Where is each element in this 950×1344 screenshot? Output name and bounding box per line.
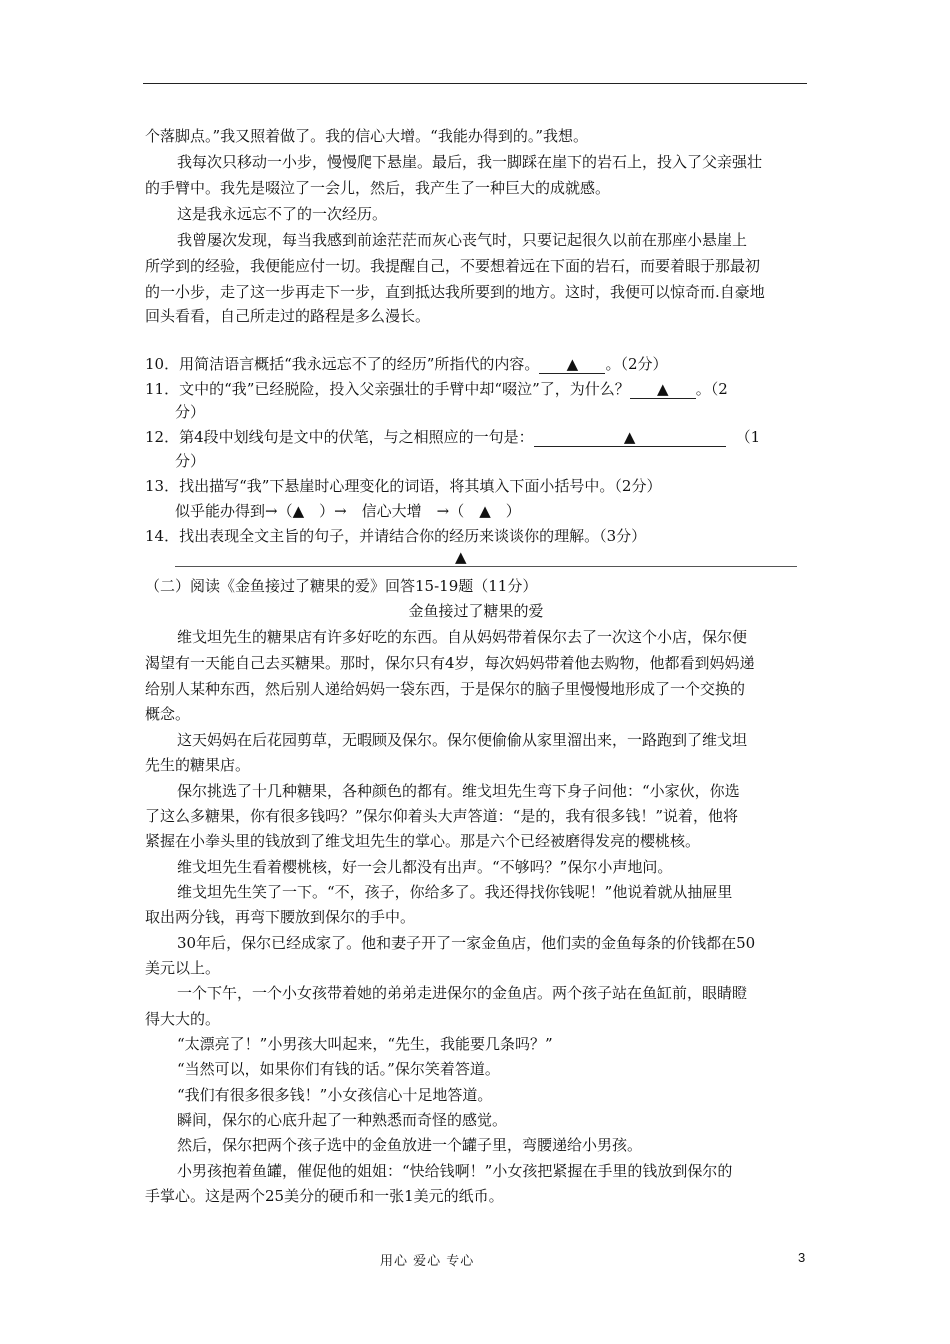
paragraph-line: 所学到的经验，我便能应付一切。我提醒自己，不要想着远在下面的岩石，而要着眼于那最初 (145, 257, 761, 275)
paragraph-line: 的手臂中。我先是啜泣了一会儿，然后，我产生了一种巨大的成就感。 (145, 179, 611, 197)
paragraph-line: 这天妈妈在后花园剪草，无暇顾及保尔。保尔便偷偷从家里溜出来，一路跑到了维戈坦 (177, 731, 748, 749)
paragraph-line: 回头看看，自己所走过的路程是多么漫长。 (145, 307, 431, 325)
paragraph-line: 30年后，保尔已经成家了。他和妻子开了一家金鱼店，他们卖的金鱼每条的价钱都在50 (177, 934, 756, 952)
answer-blank[interactable]: ▲ (534, 428, 726, 447)
paragraph-line: 我曾屡次发现，每当我感到前途茫茫而灰心丧气时，只要记起很久以前在那座小悬崖上 (177, 231, 748, 249)
paragraph-line: “太漂亮了！”小男孩大叫起来，“先生，我能要几条吗？” (177, 1035, 553, 1053)
paragraph-line: 先生的糖果店。 (145, 756, 251, 774)
question-12-cont: 分） (175, 452, 206, 470)
paragraph-line: 然后，保尔把两个孩子选中的金鱼放进一个罐子里，弯腰递给小男孩。 (177, 1136, 643, 1154)
question-13-chain[interactable]: 似乎能办得到→（▲ ）→ 信心大增 →（ ▲ ） (175, 502, 521, 520)
question-14: 14．找出表现全文主旨的句子，并请结合你的经历来谈谈你的理解。（3分） (145, 527, 647, 545)
paragraph-line: 这是我永远忘不了的一次经历。 (177, 205, 388, 223)
paragraph-line: “当然可以，如果你们有钱的话。”保尔笑着答道。 (177, 1060, 500, 1078)
section-heading: （二）阅读《金鱼接过了糖果的爱》回答15-19题（11分） (145, 577, 538, 595)
question-11-cont: 分） (175, 403, 206, 421)
paragraph-line: 得大大的。 (145, 1010, 221, 1028)
paragraph-line: 的一小步，走了这一步再走下一步，直到抵达我所要到的地方。这时，我便可以惊奇而.自豪地 (145, 283, 765, 301)
footer-motto: 用心 爱心 专心 (380, 1254, 475, 1269)
question-13: 13．找出描写“我”下悬崖时心理变化的词语，将其填入下面小括号中。（2分） (145, 477, 662, 495)
paragraph-line: 维戈坦先生的糖果店有许多好吃的东西。自从妈妈带着保尔去了一次这个小店，保尔便 (177, 628, 748, 646)
paragraph-line: 取出两分钱，再弯下腰放到保尔的手中。 (145, 908, 416, 926)
answer-blank[interactable]: ▲ (539, 355, 605, 374)
paragraph-line: 了这么多糖果，你有很多钱吗？”保尔仰着头大声答道：“是的，我有很多钱！”说着，他将 (145, 807, 739, 825)
paragraph-line: 小男孩抱着鱼罐，催促他的姐姐：“快给钱啊！”小女孩把紧握在手里的钱放到保尔的 (177, 1162, 733, 1180)
question-10: 10．用简洁语言概括“我永远忘不了的经历”所指代的内容。 ▲ 。（2分） (145, 355, 668, 373)
answer-mark: ▲ (455, 548, 467, 566)
page-number: 3 (798, 1250, 806, 1265)
paragraph-line: 手掌心。这是两个25美分的硬币和一张1美元的纸币。 (145, 1187, 504, 1205)
paragraph-line: 给别人某种东西，然后别人递给妈妈一袋东西，于是保尔的脑子里慢慢地形成了一个交换的 (145, 680, 746, 698)
answer-line[interactable] (175, 566, 797, 567)
header-rule (143, 83, 807, 84)
paragraph-line: 渴望有一天能自己去买糖果。那时，保尔只有4岁，每次妈妈带着他去购物，他都看到妈妈递 (145, 654, 755, 672)
paragraph-line: 美元以上。 (145, 959, 221, 977)
article-title: 金鱼接过了糖果的爱 (408, 602, 544, 620)
answer-blank[interactable]: ▲ (630, 380, 696, 399)
paragraph-line: 个落脚点。”我又照着做了。我的信心大增。“我能办得到的。”我想。 (145, 127, 589, 145)
question-12: 12．第4段中划线句是文中的伏笔，与之相照应的一句是： ▲ （1 (145, 428, 761, 446)
paragraph-line: “我们有很多很多钱！”小女孩信心十足地答道。 (177, 1086, 493, 1104)
paragraph-line: 概念。 (145, 705, 191, 723)
paragraph-line: 一个下午，一个小女孩带着她的弟弟走进保尔的金鱼店。两个孩子站在鱼缸前，眼睛瞪 (177, 984, 748, 1002)
paragraph-line: 我每次只移动一小步，慢慢爬下悬崖。最后，我一脚踩在崖下的岩石上，投入了父亲强壮 (177, 153, 763, 171)
paragraph-line: 维戈坦先生笑了一下。“不，孩子，你给多了。我还得找你钱呢！”他说着就从抽屉里 (177, 883, 733, 901)
question-11: 11．文中的“我”已经脱险，投入父亲强壮的手臂中却“啜泣”了，为什么？ ▲ 。（2 (145, 380, 728, 398)
paragraph-line: 紧握在小拳头里的钱放到了维戈坦先生的掌心。那是六个已经被磨得发亮的樱桃核。 (145, 832, 701, 850)
paragraph-line: 瞬间，保尔的心底升起了一种熟悉而奇怪的感觉。 (177, 1111, 508, 1129)
paragraph-line: 保尔挑选了十几种糖果，各种颜色的都有。维戈坦先生弯下身子问他：“小家伙，你选 (177, 782, 740, 800)
paragraph-line: 维戈坦先生看着樱桃核，好一会儿都没有出声。“不够吗？”保尔小声地问。 (177, 858, 673, 876)
